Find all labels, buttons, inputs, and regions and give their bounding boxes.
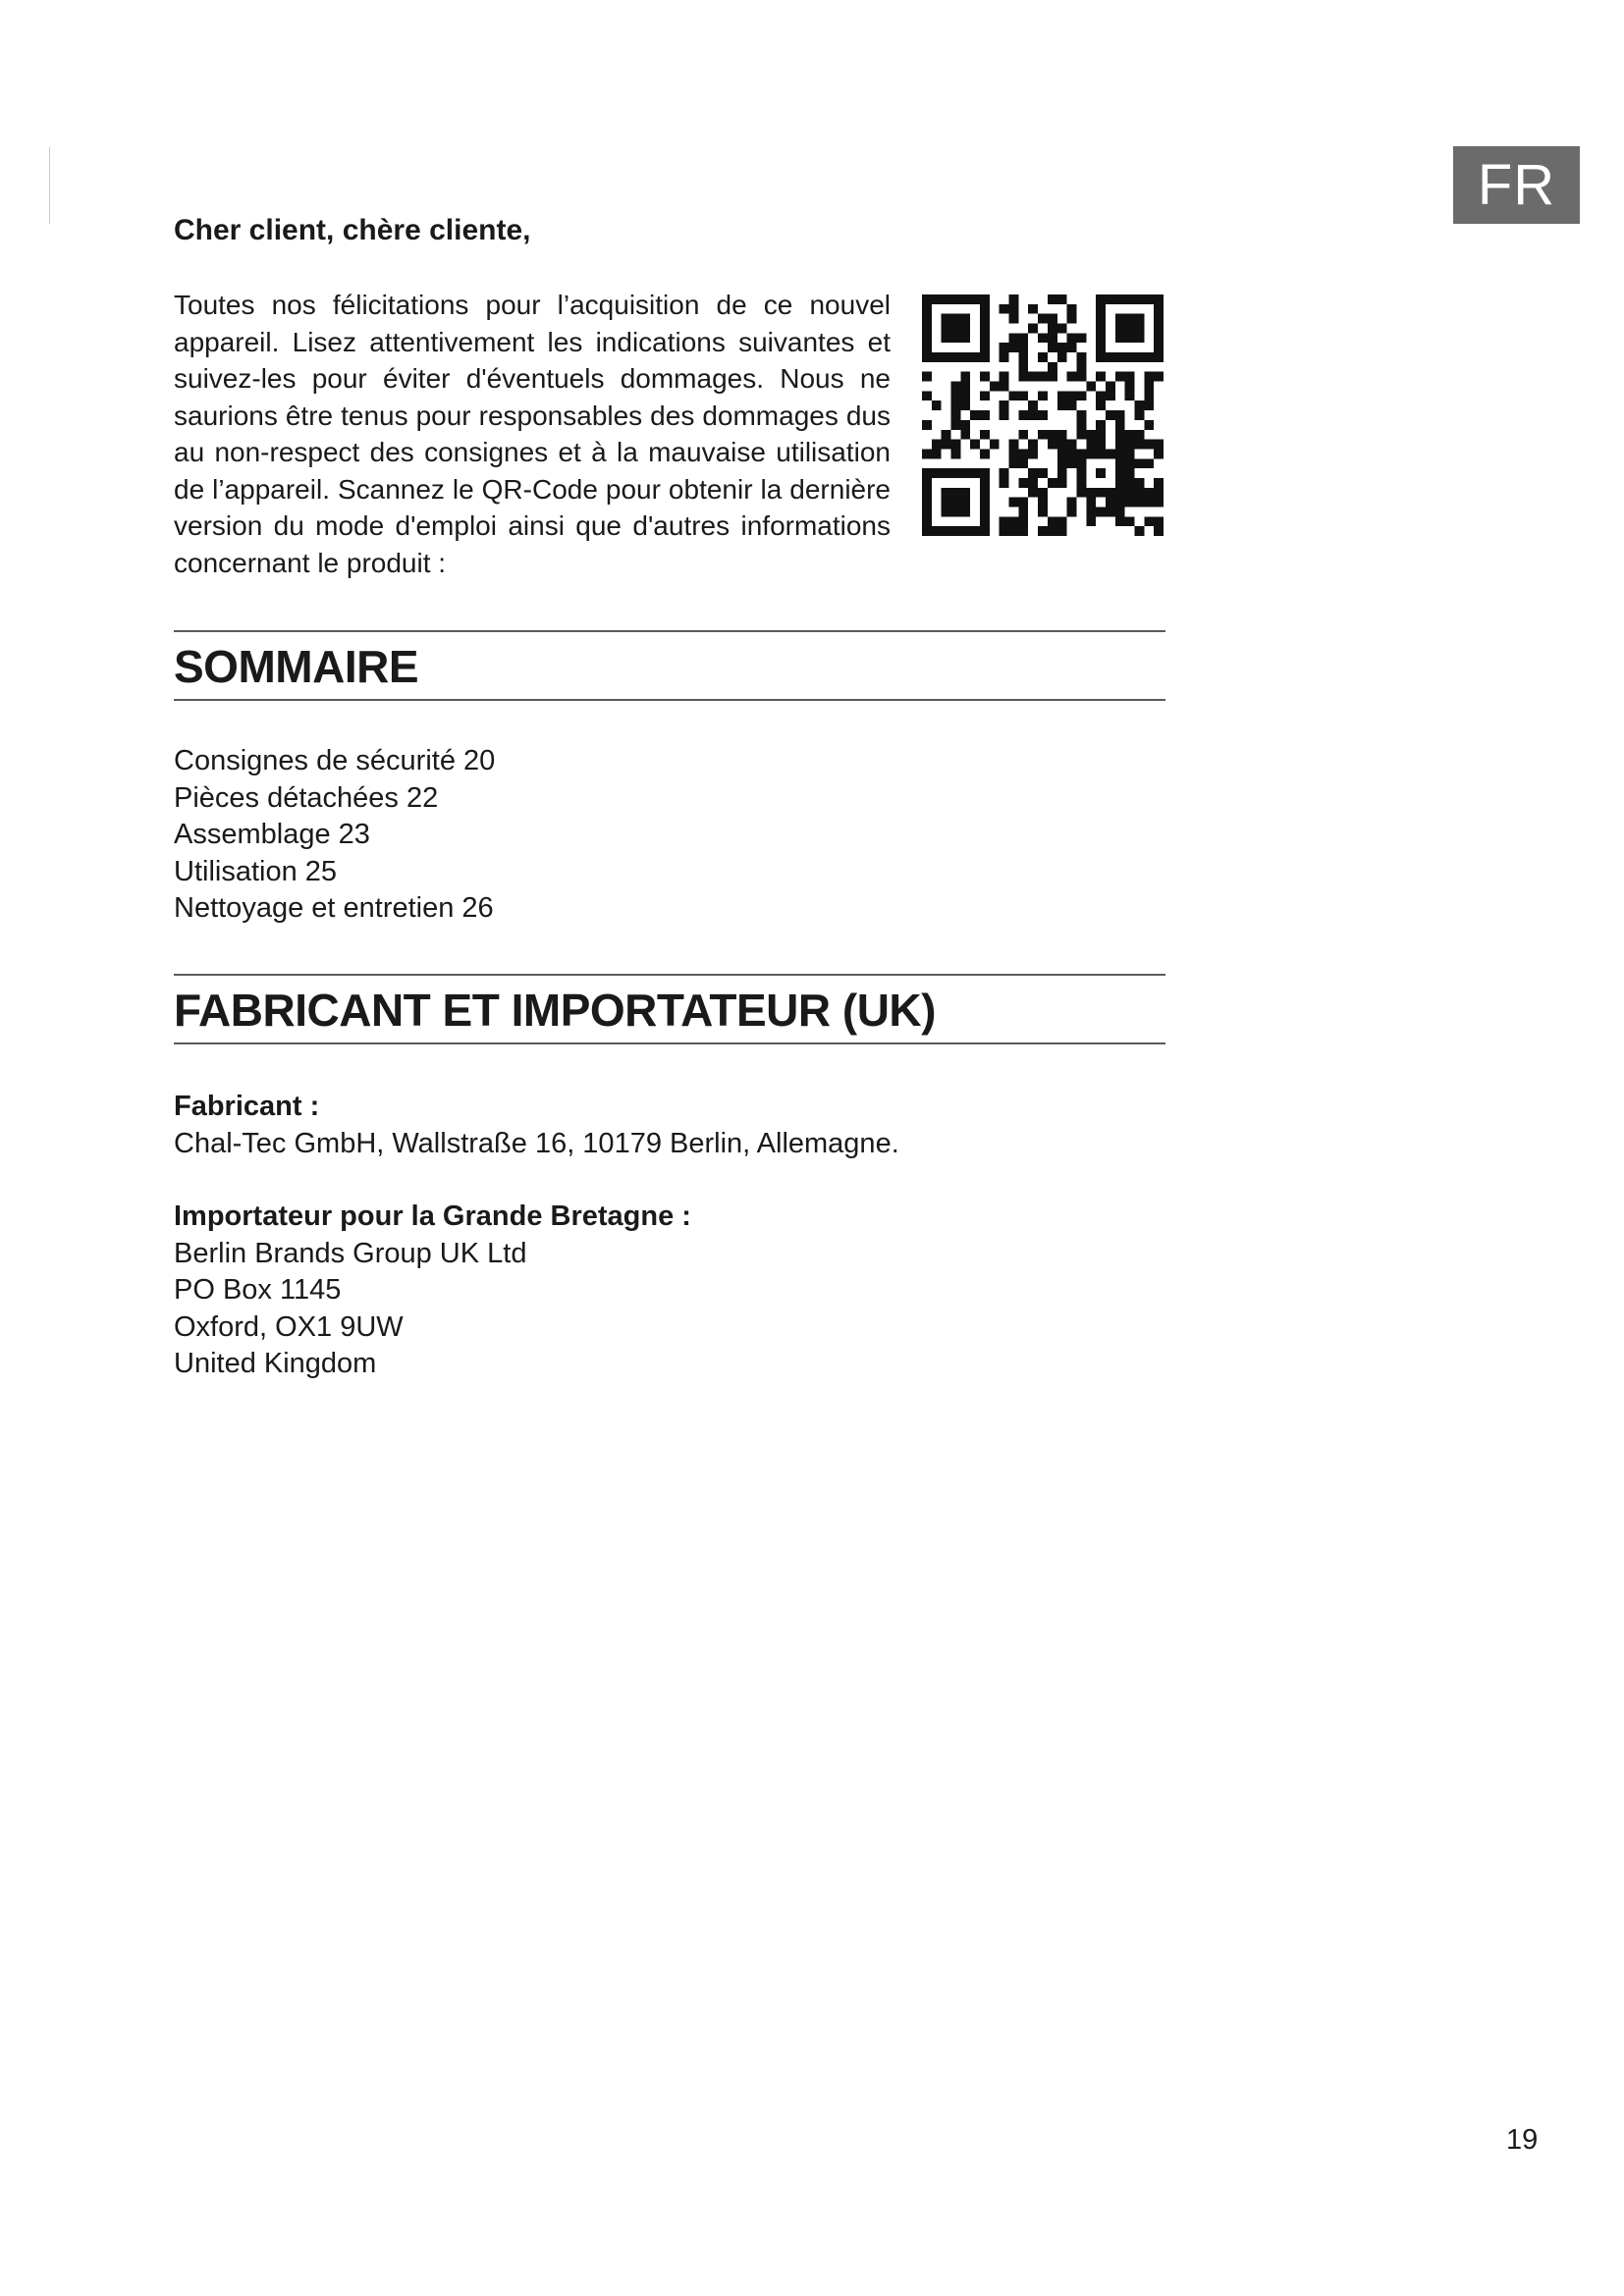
intro-line: dus au non-respect des consignes et à la mauvaise [174, 400, 892, 467]
toc-top-rule [174, 630, 1165, 632]
importer-line: Berlin Brands Group UK Ltd [174, 1237, 527, 1269]
intro-line: appareil. Lisez attentivement les indications suivantes [174, 326, 855, 357]
intro-line: Toutes nos félicitations pour l’acquisition de ce nouvel [174, 290, 891, 320]
importer-line: Oxford, OX1 9UW [174, 1310, 404, 1343]
intro-line: utilisation de l’appareil. Scannez le QR-Code pour [174, 437, 891, 505]
intro-paragraph [174, 287, 891, 581]
qr-code-graphic [922, 294, 1164, 536]
toc-bottom-rule [174, 699, 1165, 701]
toc-item[interactable]: Pièces détachées 22 [174, 781, 439, 814]
toc-heading: SOMMAIRE [174, 641, 418, 692]
margin-rule [49, 147, 50, 224]
greeting: Cher client, chère cliente, [174, 214, 531, 246]
manufacturer-block [174, 1089, 899, 1162]
importer-block [174, 1199, 691, 1383]
table-of-contents [174, 743, 495, 928]
qr-code-icon [922, 294, 1164, 536]
language-tab: FR [1453, 146, 1580, 224]
toc-item[interactable]: Consignes de sécurité 20 [174, 745, 496, 776]
toc-item[interactable]: Utilisation 25 [174, 855, 338, 887]
toc-item[interactable]: Nettoyage et entretien 26 [174, 892, 494, 924]
page-number: 19 [1506, 2124, 1539, 2156]
toc-item[interactable]: Assemblage 23 [174, 819, 370, 850]
manufacturer-heading: FABRICANT ET IMPORTATEUR (UK) [174, 985, 936, 1036]
manufacturer-section [174, 974, 1165, 1044]
toc-section [174, 630, 1165, 701]
importer-label: Importateur pour la Grande Bretagne : [174, 1201, 691, 1232]
intro-line: ne saurions être tenus pour responsables des dommages [174, 363, 892, 431]
importer-line: PO Box 1145 [174, 1274, 342, 1306]
manufacturer-top-rule [174, 974, 1165, 976]
intro-line: d'autres informations concernant le produit : [174, 510, 892, 578]
importer-line: United Kingdom [174, 1348, 377, 1379]
manufacturer-address: Chal-Tec GmbH, Wallstraße 16, 10179 Berlin, Allemagne. [174, 1127, 899, 1159]
intro-line: obtenir la dernière version du mode d'emploi ainsi que [174, 473, 892, 541]
intro-line: et suivez-les pour éviter d'éventuels dommages. Nous [174, 326, 891, 394]
manufacturer-label: Fabricant : [174, 1091, 320, 1122]
manufacturer-bottom-rule [174, 1042, 1165, 1044]
